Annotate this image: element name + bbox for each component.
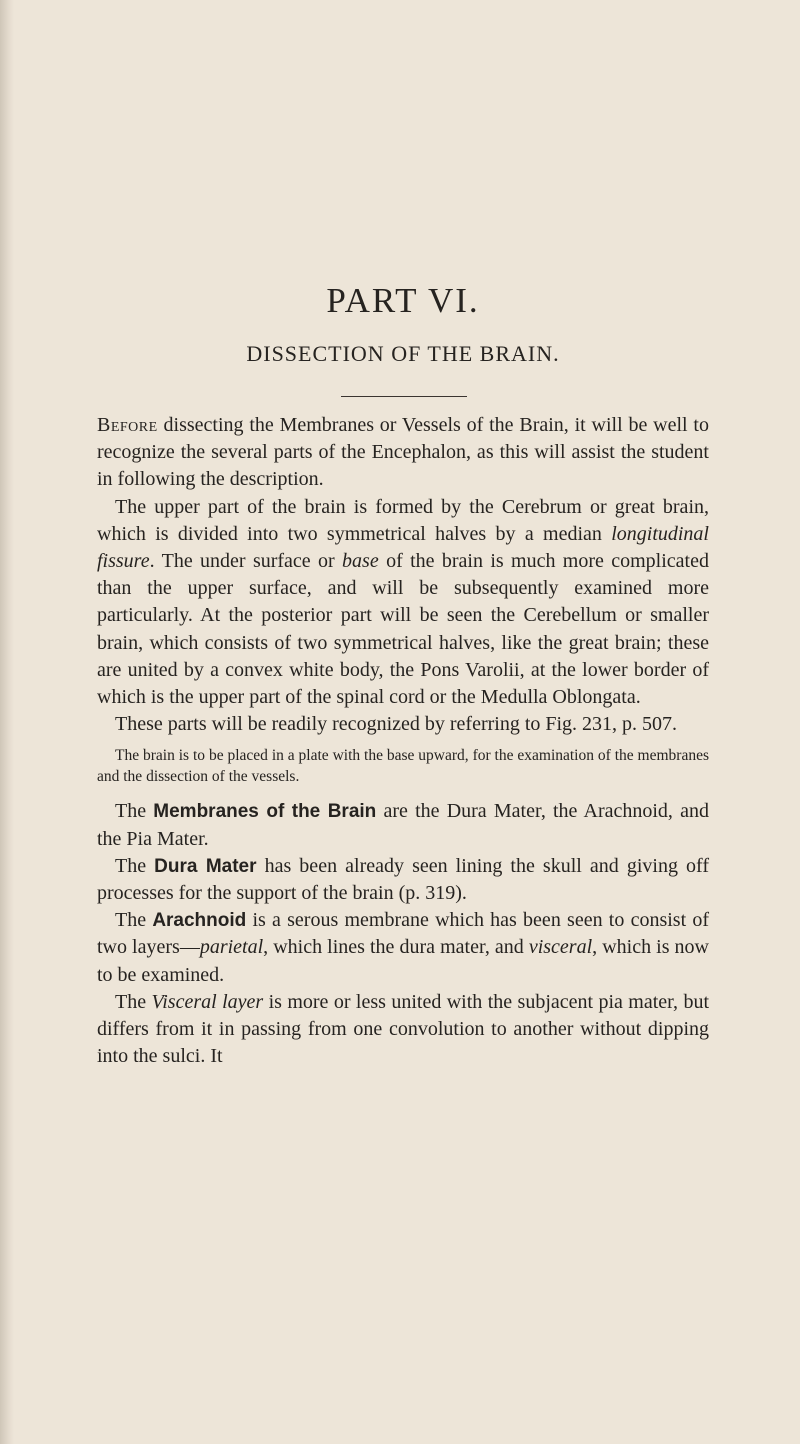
italic-term: Visceral layer [151,990,264,1013]
paragraph-visceral-layer [97,989,709,1071]
paragraph-reference: These parts will be readily recognized by referring to Fig. 231, p. 507. [115,713,678,736]
italic-term: longitudinal fissure [97,522,709,573]
text-run: The [115,990,152,1013]
italic-term: visceral [528,936,593,959]
text-run: The [115,800,154,823]
part-title: PART VI. [326,281,480,320]
text-run: The [115,909,153,932]
italic-term: parietal [199,936,264,959]
bold-heading-term: Dura Mater [154,855,257,877]
text-run: is a serous membrane which has been seen to consist of two layers— [97,909,709,959]
small-print-note: The brain is to be placed in a plate with the base upward, for the examination of the membranes and the dissection of the vessels. [97,747,709,786]
text-run: of the brain is much more complicated than the upper surface, and will be subsequently examined more particularly. At the posterior part will be seen the Cerebellum or smaller brain, which consists of two symmetrical halves, like the great brain; these are united by a convex white body, the Pons Varolii, at the lower border of which is the upper part of the spinal cord or the Medulla Oblongata. [97,550,709,709]
text-run: , which lines the dura mater, and [263,936,529,959]
text-run: are the Dura Mater, the Arachnoid, and the Pia Mater. [97,800,709,850]
page-spine-shadow [0,0,14,1444]
lead-word: Before [97,414,158,436]
paragraph-arachnoid [97,907,709,989]
text-run: The [115,854,155,877]
paragraph-intro [97,412,709,494]
paragraph-cerebrum [97,494,709,712]
paragraph-dura-mater [97,853,709,907]
text-run: dissecting the Membranes or Vessels of the Brain, it will be well to recognize the several parts of the Encephalon, as this will assist the student in following the description. [97,414,709,491]
text-run: , which is now to be examined. [97,936,709,986]
section-title: DISSECTION OF THE BRAIN. [246,341,560,366]
italic-term: base [342,550,379,573]
body-text [97,412,709,1070]
text-run: The upper part of the brain is formed by the Cerebrum or great brain, which is divided into two symmetrical halves by a median [97,495,709,545]
text-run: has been already seen lining the skull and giving off processes for the support of the brain (p. 319). [97,854,710,905]
bold-heading-term: Membranes of the Brain [153,801,377,823]
text-run: . The under surface or [149,550,343,573]
paragraph-membranes [97,798,709,852]
bold-heading-term: Arachnoid [152,910,247,932]
title-divider [341,396,467,397]
text-run: is more or less united with the subjacent pia mater, but differs from it in passing from one convolution to another without dipping into the sulci. It [97,990,710,1068]
